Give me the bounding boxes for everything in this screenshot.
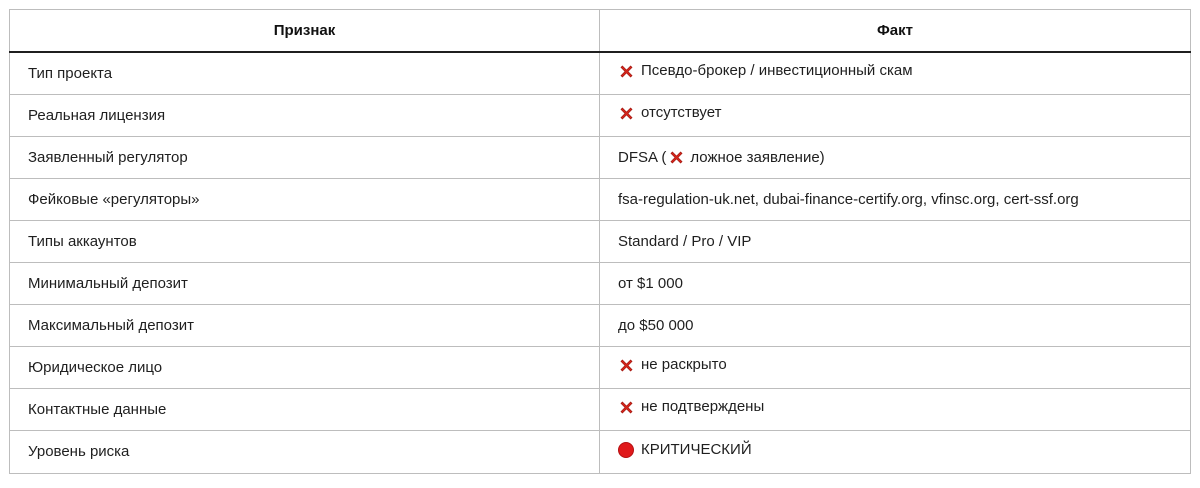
row-label: Реальная лицензия: [10, 95, 600, 137]
table-row: [10, 347, 1191, 389]
row-value-text: отсутствует: [641, 104, 722, 122]
table-row: [10, 52, 1191, 95]
table-row: [10, 95, 1191, 137]
row-label: Заявленный регулятор: [10, 137, 600, 179]
table-row: [10, 179, 1191, 221]
header-feature: Признак: [10, 10, 600, 53]
table-header-row: [10, 10, 1191, 53]
row-value: fsa-regulation-uk.net, dubai-finance-certify.org, vfinsc.org, cert-ssf.org: [600, 179, 1191, 221]
cross-mark-icon: [668, 149, 685, 166]
row-value-text: не подтверждены: [641, 398, 765, 416]
red-circle-icon: [618, 442, 634, 458]
row-value: [600, 389, 1191, 431]
row-value: до $50 000: [600, 305, 1191, 347]
table-row: [10, 137, 1191, 179]
table-row: [10, 431, 1191, 474]
cross-mark-icon: [618, 357, 635, 374]
row-value: [600, 347, 1191, 389]
table-row: [10, 305, 1191, 347]
cross-mark-icon: [618, 105, 635, 122]
row-label: Максимальный депозит: [10, 305, 600, 347]
info-table-container: [9, 9, 1190, 474]
row-value: Standard / Pro / VIP: [600, 221, 1191, 263]
table-row: [10, 389, 1191, 431]
row-label: Фейковые «регуляторы»: [10, 179, 600, 221]
row-value-text: КРИТИЧЕСКИЙ: [641, 441, 752, 458]
table-row: [10, 263, 1191, 305]
row-value-prefix: DFSA (: [618, 148, 667, 166]
row-label: Типы аккаунтов: [10, 221, 600, 263]
row-value-text: не раскрыто: [641, 356, 727, 374]
table-row: [10, 221, 1191, 263]
header-fact: Факт: [600, 10, 1191, 53]
row-value: [600, 431, 1191, 474]
row-label: Уровень риска: [10, 431, 600, 474]
row-value: [600, 52, 1191, 95]
row-value: [600, 95, 1191, 137]
cross-mark-icon: [618, 63, 635, 80]
row-label: Тип проекта: [10, 52, 600, 95]
row-label: Юридическое лицо: [10, 347, 600, 389]
row-value-text: Псевдо-брокер / инвестиционный скам: [641, 62, 913, 80]
info-table: [9, 9, 1191, 474]
row-value: от $1 000: [600, 263, 1191, 305]
cross-mark-icon: [618, 399, 635, 416]
row-value-suffix: ложное заявление): [690, 148, 825, 166]
row-label: Минимальный депозит: [10, 263, 600, 305]
row-label: Контактные данные: [10, 389, 600, 431]
row-value: [600, 137, 1191, 179]
